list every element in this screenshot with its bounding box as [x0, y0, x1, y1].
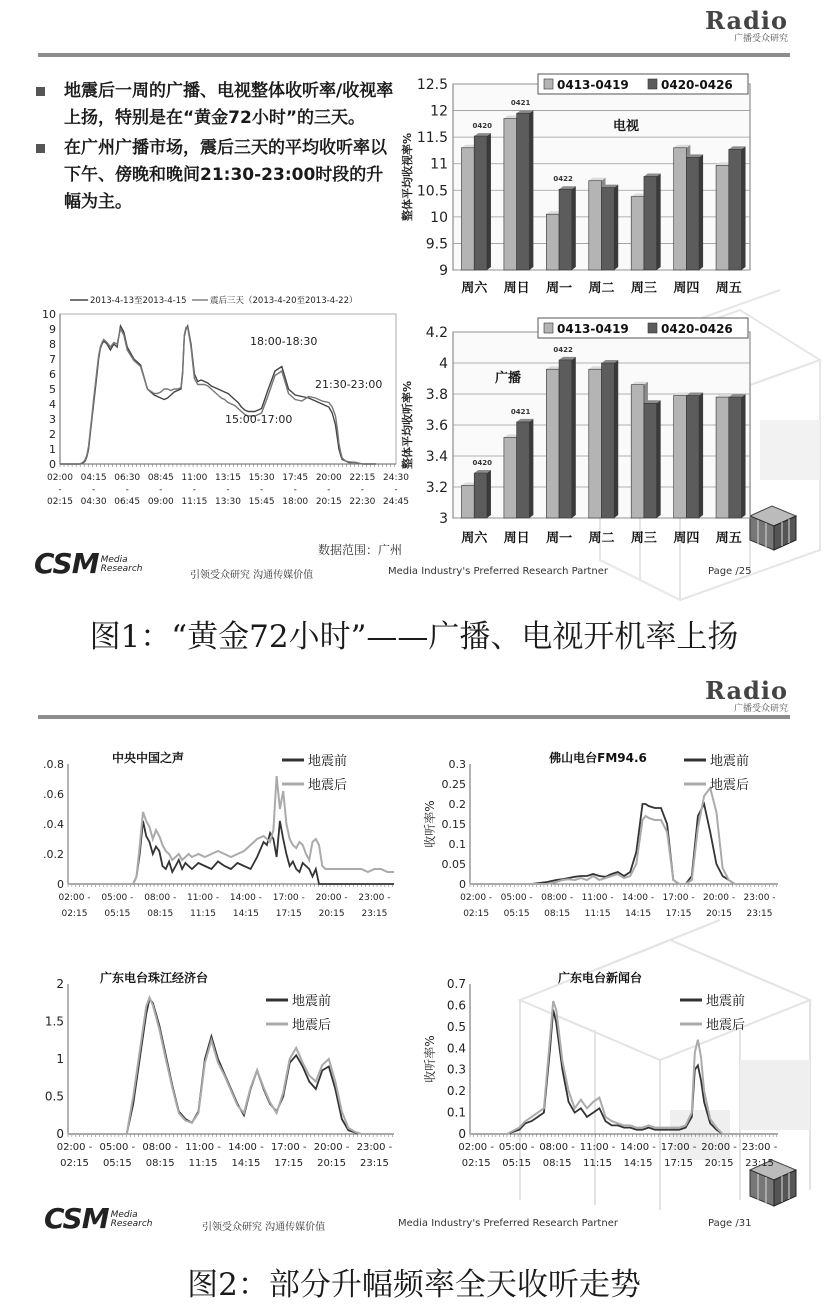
x-tick-label: 14:00 -: [622, 893, 655, 903]
legend-label: 地震后: [308, 778, 348, 793]
y-tick-label: 3.8: [425, 387, 448, 403]
x-tick-label-secondary: 02:15: [61, 909, 88, 919]
y-tick-label: 3: [49, 413, 56, 426]
x-tick-label-secondary: 20:15: [317, 1158, 347, 1169]
x-tick-label-secondary: 23:15: [361, 909, 388, 919]
x-tick-label-secondary: 02:15: [461, 1158, 491, 1169]
legend-label: 地震前: [710, 754, 750, 769]
x-tick-label: 02:00 -: [458, 1142, 494, 1153]
x-tick-label: 20:00 -: [313, 1142, 350, 1153]
brand-logo: [705, 8, 788, 45]
footer-page-number: Page /25: [708, 566, 752, 577]
bar: [589, 369, 602, 518]
bullet-list: [36, 78, 398, 219]
bar: [602, 363, 615, 518]
bar-side: [572, 357, 576, 518]
legend-swatch: [648, 79, 657, 89]
x-tick-label: 11:00 -: [185, 1142, 221, 1153]
bar: [674, 396, 687, 518]
x-tick-label-secondary: 14:15: [231, 1158, 261, 1169]
x-tick-label: 周三: [630, 531, 657, 546]
x-tick-label: 24:30: [383, 473, 409, 483]
y-tick-label: 0.5: [446, 1019, 466, 1034]
tv-bar-chart: [398, 72, 760, 302]
bar-side: [742, 394, 746, 518]
figure-caption-2: 图2：部分升幅频率全天收听走势: [187, 1267, 641, 1303]
chart-title: 电视: [612, 119, 640, 134]
bar: [504, 119, 517, 270]
x-tick-label-secondary: 02:15: [60, 1158, 89, 1169]
x-tick-label: 11:00: [181, 473, 208, 483]
x-tick-label: 周六: [461, 281, 488, 296]
legend-label: 震后三天（2013-4-20至2013-4-22）: [210, 296, 358, 306]
legend-label: 0420-0426: [661, 322, 733, 336]
bar: [461, 485, 474, 518]
bullet-text: 在广州广播市场，震后三天的平均收听率以下午、傍晚和晚间21:30-23:00时段的升幅为主。: [64, 138, 387, 212]
x-tick-label: 周五: [715, 281, 742, 296]
x-tick-label: 05:00 -: [99, 1142, 136, 1153]
x-tick-dash: -: [360, 485, 365, 495]
legend-label: 地震后: [710, 778, 750, 793]
zhujiang-line-chart: [38, 970, 406, 1180]
x-tick-label: 17:00 -: [272, 893, 305, 903]
csm-logo: [34, 547, 142, 580]
y-tick-label: 0.2: [448, 798, 466, 811]
footer-page-number: Page /31: [708, 1218, 752, 1229]
y-tick-label: 0: [56, 1127, 64, 1141]
y-tick-label: 0.15: [441, 818, 466, 831]
series-line: [68, 821, 394, 884]
footer-tagline: Media Industry's Preferred Research Partner: [398, 1218, 618, 1229]
bar: [716, 397, 729, 518]
x-tick-label-secondary: 24:45: [383, 497, 409, 507]
x-tick-label: 20:00 -: [703, 893, 736, 903]
brand-logo: [705, 678, 788, 715]
footer-tagline: Media Industry's Preferred Research Partner: [388, 566, 608, 577]
y-tick-label: 0.1: [448, 838, 466, 851]
x-tick-label: 14:00 -: [620, 1142, 656, 1153]
x-tick-label: 11:00 -: [579, 1142, 616, 1153]
bar: [644, 403, 657, 518]
y-tick-label: 9.5: [425, 236, 448, 253]
x-tick-label-secondary: 11:15: [583, 1158, 613, 1169]
y-tick-label: 0.7: [446, 977, 466, 991]
bar-side: [529, 110, 533, 270]
chart-annotation: 21:30-23:00: [315, 378, 383, 391]
chart-title: 广东电台新闻台: [557, 971, 643, 985]
legend-label: 0413-0419: [557, 78, 629, 92]
x-tick-label: 20:00: [315, 473, 342, 483]
x-tick-dash: -: [192, 485, 197, 495]
bar: [546, 214, 559, 270]
bar-annotation: 0421: [510, 99, 531, 108]
x-tick-label: 05:00 -: [101, 893, 134, 903]
x-tick-label: 02:00: [47, 473, 73, 483]
bullet-item: [36, 78, 398, 132]
y-tick-label: 0.3: [446, 1062, 466, 1077]
y-axis-label: 收听率%: [423, 800, 437, 848]
bar: [644, 176, 657, 270]
x-tick-dash: -: [394, 485, 398, 495]
bar-side: [614, 185, 618, 270]
y-tick-label: 10: [430, 209, 448, 226]
slide-2: [0, 670, 828, 1245]
x-tick-label: 02:00 -: [460, 893, 493, 903]
header-rule: [38, 53, 790, 57]
header-rule: [38, 715, 790, 719]
bar: [517, 113, 530, 270]
bar-side: [657, 173, 661, 270]
y-tick-label: 0.4: [446, 1041, 466, 1056]
x-tick-label-secondary: 05:15: [502, 1158, 532, 1169]
x-tick-label-secondary: 23:15: [745, 1158, 774, 1169]
x-tick-dash: -: [159, 485, 163, 495]
bar: [461, 148, 474, 270]
bar: [686, 157, 699, 270]
chart-title: 广东电台珠江经济台: [99, 971, 209, 985]
x-tick-label-secondary: 20:15: [704, 1158, 734, 1169]
x-tick-label-secondary: 14:15: [232, 909, 259, 919]
footer-slogan: 引领受众研究 沟通传媒价值: [190, 570, 314, 581]
brand-subtitle: 广播受众研究: [733, 34, 788, 44]
x-tick-label: 11:00 -: [581, 893, 614, 903]
x-tick-label: 02:00 -: [58, 893, 91, 903]
bar: [474, 136, 487, 270]
bar: [559, 189, 572, 270]
x-tick-label-secondary: 14:15: [623, 1158, 653, 1169]
x-tick-label: 11:00 -: [187, 893, 220, 903]
radio-bar-chart: [398, 316, 760, 552]
x-tick-label-secondary: 20:15: [706, 909, 733, 919]
y-tick-label: 4: [49, 398, 56, 411]
series-line: [68, 999, 394, 1134]
x-tick-label: 周四: [673, 281, 700, 296]
gdnews-line-chart: [422, 970, 790, 1180]
bullet-item: [36, 135, 398, 216]
x-tick-label: 06:30: [114, 473, 141, 483]
x-tick-label: 08:00 -: [142, 1142, 179, 1153]
bar: [674, 148, 687, 270]
y-tick-label: 9: [49, 323, 56, 336]
y-tick-label: .0.8: [43, 758, 64, 771]
x-tick-label-secondary: 17:15: [274, 1158, 304, 1169]
bar-annotation: 0420: [472, 459, 492, 468]
x-tick-label-secondary: 06:45: [114, 497, 141, 507]
chart-annotation: 18:00-18:30: [250, 335, 318, 348]
legend-label: 2013-4-13至2013-4-15: [90, 296, 187, 306]
x-tick-label-secondary: 20:15: [318, 909, 345, 919]
x-tick-label-secondary: 08:15: [147, 909, 174, 919]
y-axis-label: 整体平均收听率%: [401, 380, 414, 470]
x-tick-label: 04:15: [80, 473, 107, 483]
bar: [504, 437, 517, 518]
y-axis-label: 收听率%: [423, 1035, 437, 1083]
bullet-square-icon: [36, 144, 45, 153]
y-tick-label: 0: [57, 878, 64, 891]
x-tick-label-secondary: 15:45: [248, 497, 275, 507]
x-tick-label-secondary: 11:15: [188, 1158, 218, 1169]
y-tick-label: .0.2: [43, 848, 64, 861]
x-tick-label: 17:45: [282, 473, 309, 483]
y-tick-label: 0.2: [446, 1084, 466, 1099]
x-tick-label: 08:00 -: [539, 1142, 575, 1153]
bar-annotation: 0422: [553, 175, 573, 184]
chart-annotation: 15:00-17:00: [225, 413, 293, 426]
legend-label: 地震后: [292, 1018, 332, 1033]
y-tick-label: 9: [439, 263, 448, 279]
figure-caption-1: 图1：“黄金72小时”——广播、电视开机率上扬: [89, 619, 739, 655]
chart-title: 佛山电台FM94.6: [549, 751, 647, 765]
y-tick-label: 3: [439, 511, 448, 527]
x-tick-label: 周五: [715, 531, 742, 546]
y-tick-label: 12.5: [416, 77, 448, 93]
y-tick-label: 1.5: [44, 1014, 64, 1029]
x-tick-label-secondary: 02:15: [463, 909, 490, 919]
x-tick-label-secondary: 11:15: [584, 909, 611, 919]
slide-1: [0, 0, 828, 600]
bar-side: [657, 400, 661, 518]
y-tick-label: 5: [49, 383, 56, 396]
bar: [729, 149, 742, 270]
x-tick-dash: -: [293, 485, 297, 495]
x-tick-label-secondary: 09:00: [147, 497, 174, 507]
x-tick-label: 周四: [673, 531, 700, 546]
legend-label: 地震前: [292, 994, 332, 1009]
bar-side: [487, 470, 491, 518]
csm-logo-subtitle: Media Research: [100, 555, 143, 574]
x-tick-label: 15:30: [248, 473, 275, 483]
bar: [517, 422, 530, 518]
x-tick-label: 周六: [461, 531, 488, 546]
x-tick-dash: -: [327, 485, 331, 495]
x-tick-label: 05:00 -: [498, 1142, 535, 1153]
x-tick-label: 17:00 -: [270, 1142, 307, 1153]
brand-subtitle: 广播受众研究: [733, 704, 788, 714]
legend-label: 0420-0426: [661, 78, 733, 92]
x-tick-label: 13:15: [215, 473, 241, 483]
x-tick-label-secondary: 18:00: [282, 497, 309, 507]
x-tick-label-secondary: 04:30: [80, 497, 107, 507]
x-tick-label: 周一: [546, 531, 573, 546]
legend-swatch: [544, 323, 553, 333]
x-tick-label-secondary: 20:15: [315, 497, 342, 507]
foshan-line-chart: [422, 750, 790, 926]
bar: [546, 369, 559, 518]
bar-side: [614, 360, 618, 518]
series-line: [470, 804, 778, 884]
x-tick-label: 周二: [588, 281, 615, 296]
x-tick-label: 22:15: [349, 473, 376, 483]
x-tick-dash: -: [125, 485, 129, 495]
x-tick-dash: -: [58, 485, 62, 495]
bar: [589, 181, 602, 270]
legend-label: 地震前: [308, 754, 348, 769]
x-tick-label-secondary: 08:15: [542, 1158, 572, 1169]
bar-side: [699, 393, 703, 518]
x-tick-label: 08:00 -: [541, 893, 574, 903]
x-tick-label: 23:00 -: [741, 1142, 778, 1153]
x-tick-label: 17:00 -: [662, 893, 695, 903]
y-tick-label: 11.5: [416, 130, 448, 147]
bar: [631, 197, 644, 270]
y-tick-label: 3.2: [425, 480, 448, 496]
bar: [729, 397, 742, 518]
legend-label: 地震后: [706, 1018, 746, 1033]
bar-annotation: 0421: [510, 407, 531, 416]
y-tick-label: 6: [49, 368, 56, 381]
x-tick-label-secondary: 23:15: [746, 909, 773, 919]
y-tick-label: 1: [56, 1052, 64, 1066]
x-tick-label: 05:00 -: [500, 893, 533, 903]
data-scope-note: 数据范围：广州: [318, 543, 403, 557]
y-tick-label: 1: [49, 443, 56, 456]
y-tick-label: 3.4: [425, 449, 448, 465]
x-tick-label-secondary: 22:30: [349, 497, 376, 507]
csm-logo-subtitle: Media Research: [110, 1210, 153, 1229]
x-tick-label: 08:00 -: [144, 893, 177, 903]
x-tick-dash: -: [259, 485, 264, 495]
y-tick-label: 4: [439, 356, 448, 372]
csm-logo-text: CSM: [34, 547, 99, 580]
bar: [559, 360, 572, 518]
bar-side: [529, 419, 533, 518]
bar: [686, 396, 699, 518]
chart-title: 中央中国之声: [111, 751, 185, 765]
chart-title: 广播: [494, 371, 522, 386]
bar: [474, 473, 487, 518]
x-tick-label-secondary: 13:30: [215, 497, 241, 507]
x-tick-label: 08:45: [147, 473, 174, 483]
csm-logo: [44, 1202, 152, 1235]
x-tick-label-secondary: 08:15: [544, 909, 571, 919]
y-tick-label: 0.1: [446, 1105, 466, 1120]
x-tick-label: 周日: [503, 531, 530, 546]
csm-logo-text: CSM: [44, 1202, 109, 1235]
y-tick-label: 10: [42, 308, 56, 321]
y-tick-label: 4.2: [425, 325, 448, 341]
y-tick-label: 0: [459, 878, 466, 891]
x-tick-label: 23:00 -: [358, 893, 391, 903]
y-tick-label: 0.6: [446, 998, 466, 1013]
legend-swatch: [648, 323, 657, 333]
bar-annotation: 0422: [553, 345, 573, 354]
x-tick-label-secondary: 14:15: [625, 909, 652, 919]
x-tick-label-secondary: 11:15: [181, 497, 208, 507]
bar: [602, 188, 615, 270]
x-tick-label: 周日: [503, 281, 530, 296]
x-tick-label: 23:00 -: [743, 893, 776, 903]
cnr-line-chart: [38, 750, 406, 926]
legend-label: 0413-0419: [557, 322, 629, 336]
brand-title: Radio: [705, 676, 788, 705]
y-tick-label: 2: [56, 977, 64, 991]
y-tick-label: .0.6: [43, 788, 64, 801]
bar-side: [742, 146, 746, 270]
x-tick-label: 周二: [588, 531, 615, 546]
y-tick-label: 0: [49, 458, 56, 471]
brand-title: Radio: [705, 6, 788, 35]
x-tick-label: 20:00 -: [315, 893, 348, 903]
y-tick-label: 11: [430, 156, 448, 173]
bar: [716, 165, 729, 270]
x-tick-label-secondary: 17:15: [665, 909, 692, 919]
bar-side: [699, 154, 703, 270]
y-tick-label: 0.3: [448, 758, 466, 771]
y-tick-label: 0.25: [441, 778, 466, 791]
y-tick-label: 8: [49, 338, 56, 351]
bullet-text: 地震后一周的广播、电视整体收听率/收视率上扬，特别是在“黄金72小时”的三天。: [64, 81, 394, 128]
y-tick-label: 12: [430, 103, 448, 120]
x-tick-label: 14:00 -: [229, 893, 262, 903]
y-tick-label: 7: [49, 353, 56, 366]
x-tick-label: 周一: [546, 281, 573, 296]
x-tick-label: 14:00 -: [228, 1142, 264, 1153]
bullet-square-icon: [36, 87, 45, 96]
x-tick-label-secondary: 05:15: [104, 909, 131, 919]
x-tick-label: 23:00 -: [356, 1142, 393, 1153]
x-tick-dash: -: [226, 485, 230, 495]
y-tick-label: 0.05: [441, 858, 466, 871]
y-tick-label: .0.4: [43, 818, 64, 831]
bar: [631, 385, 644, 518]
legend-swatch: [544, 79, 553, 89]
x-tick-label-secondary: 02:15: [47, 497, 73, 507]
x-tick-label-secondary: 17:15: [275, 909, 302, 919]
bar-side: [572, 186, 576, 270]
x-tick-label: 02:00 -: [56, 1142, 93, 1153]
y-tick-label: 0: [458, 1127, 466, 1141]
y-tick-label: 10.5: [416, 183, 448, 200]
y-tick-label: 3.6: [425, 418, 448, 434]
series-line: [470, 788, 778, 884]
x-tick-label: 17:00 -: [660, 1142, 697, 1153]
bar-side: [487, 133, 491, 270]
x-tick-label-secondary: 11:15: [190, 909, 217, 919]
legend-label: 地震前: [706, 994, 746, 1009]
x-tick-label-secondary: 17:15: [664, 1158, 693, 1169]
x-tick-label: 周三: [630, 281, 657, 296]
x-tick-label-secondary: 23:15: [360, 1158, 389, 1169]
x-tick-label-secondary: 05:15: [102, 1158, 132, 1169]
y-tick-label: 2: [49, 428, 56, 441]
x-tick-label-secondary: 08:15: [145, 1158, 175, 1169]
x-tick-label-secondary: 05:15: [503, 909, 530, 919]
y-axis-label: 整体平均收视率%: [401, 132, 414, 222]
y-tick-label: 0.5: [44, 1089, 64, 1104]
series-line: [68, 998, 394, 1135]
x-tick-label: 20:00 -: [701, 1142, 737, 1153]
x-tick-dash: -: [91, 485, 96, 495]
footer-slogan: 引领受众研究 沟通传媒价值: [202, 1222, 326, 1233]
bar-annotation: 0420: [472, 122, 492, 131]
